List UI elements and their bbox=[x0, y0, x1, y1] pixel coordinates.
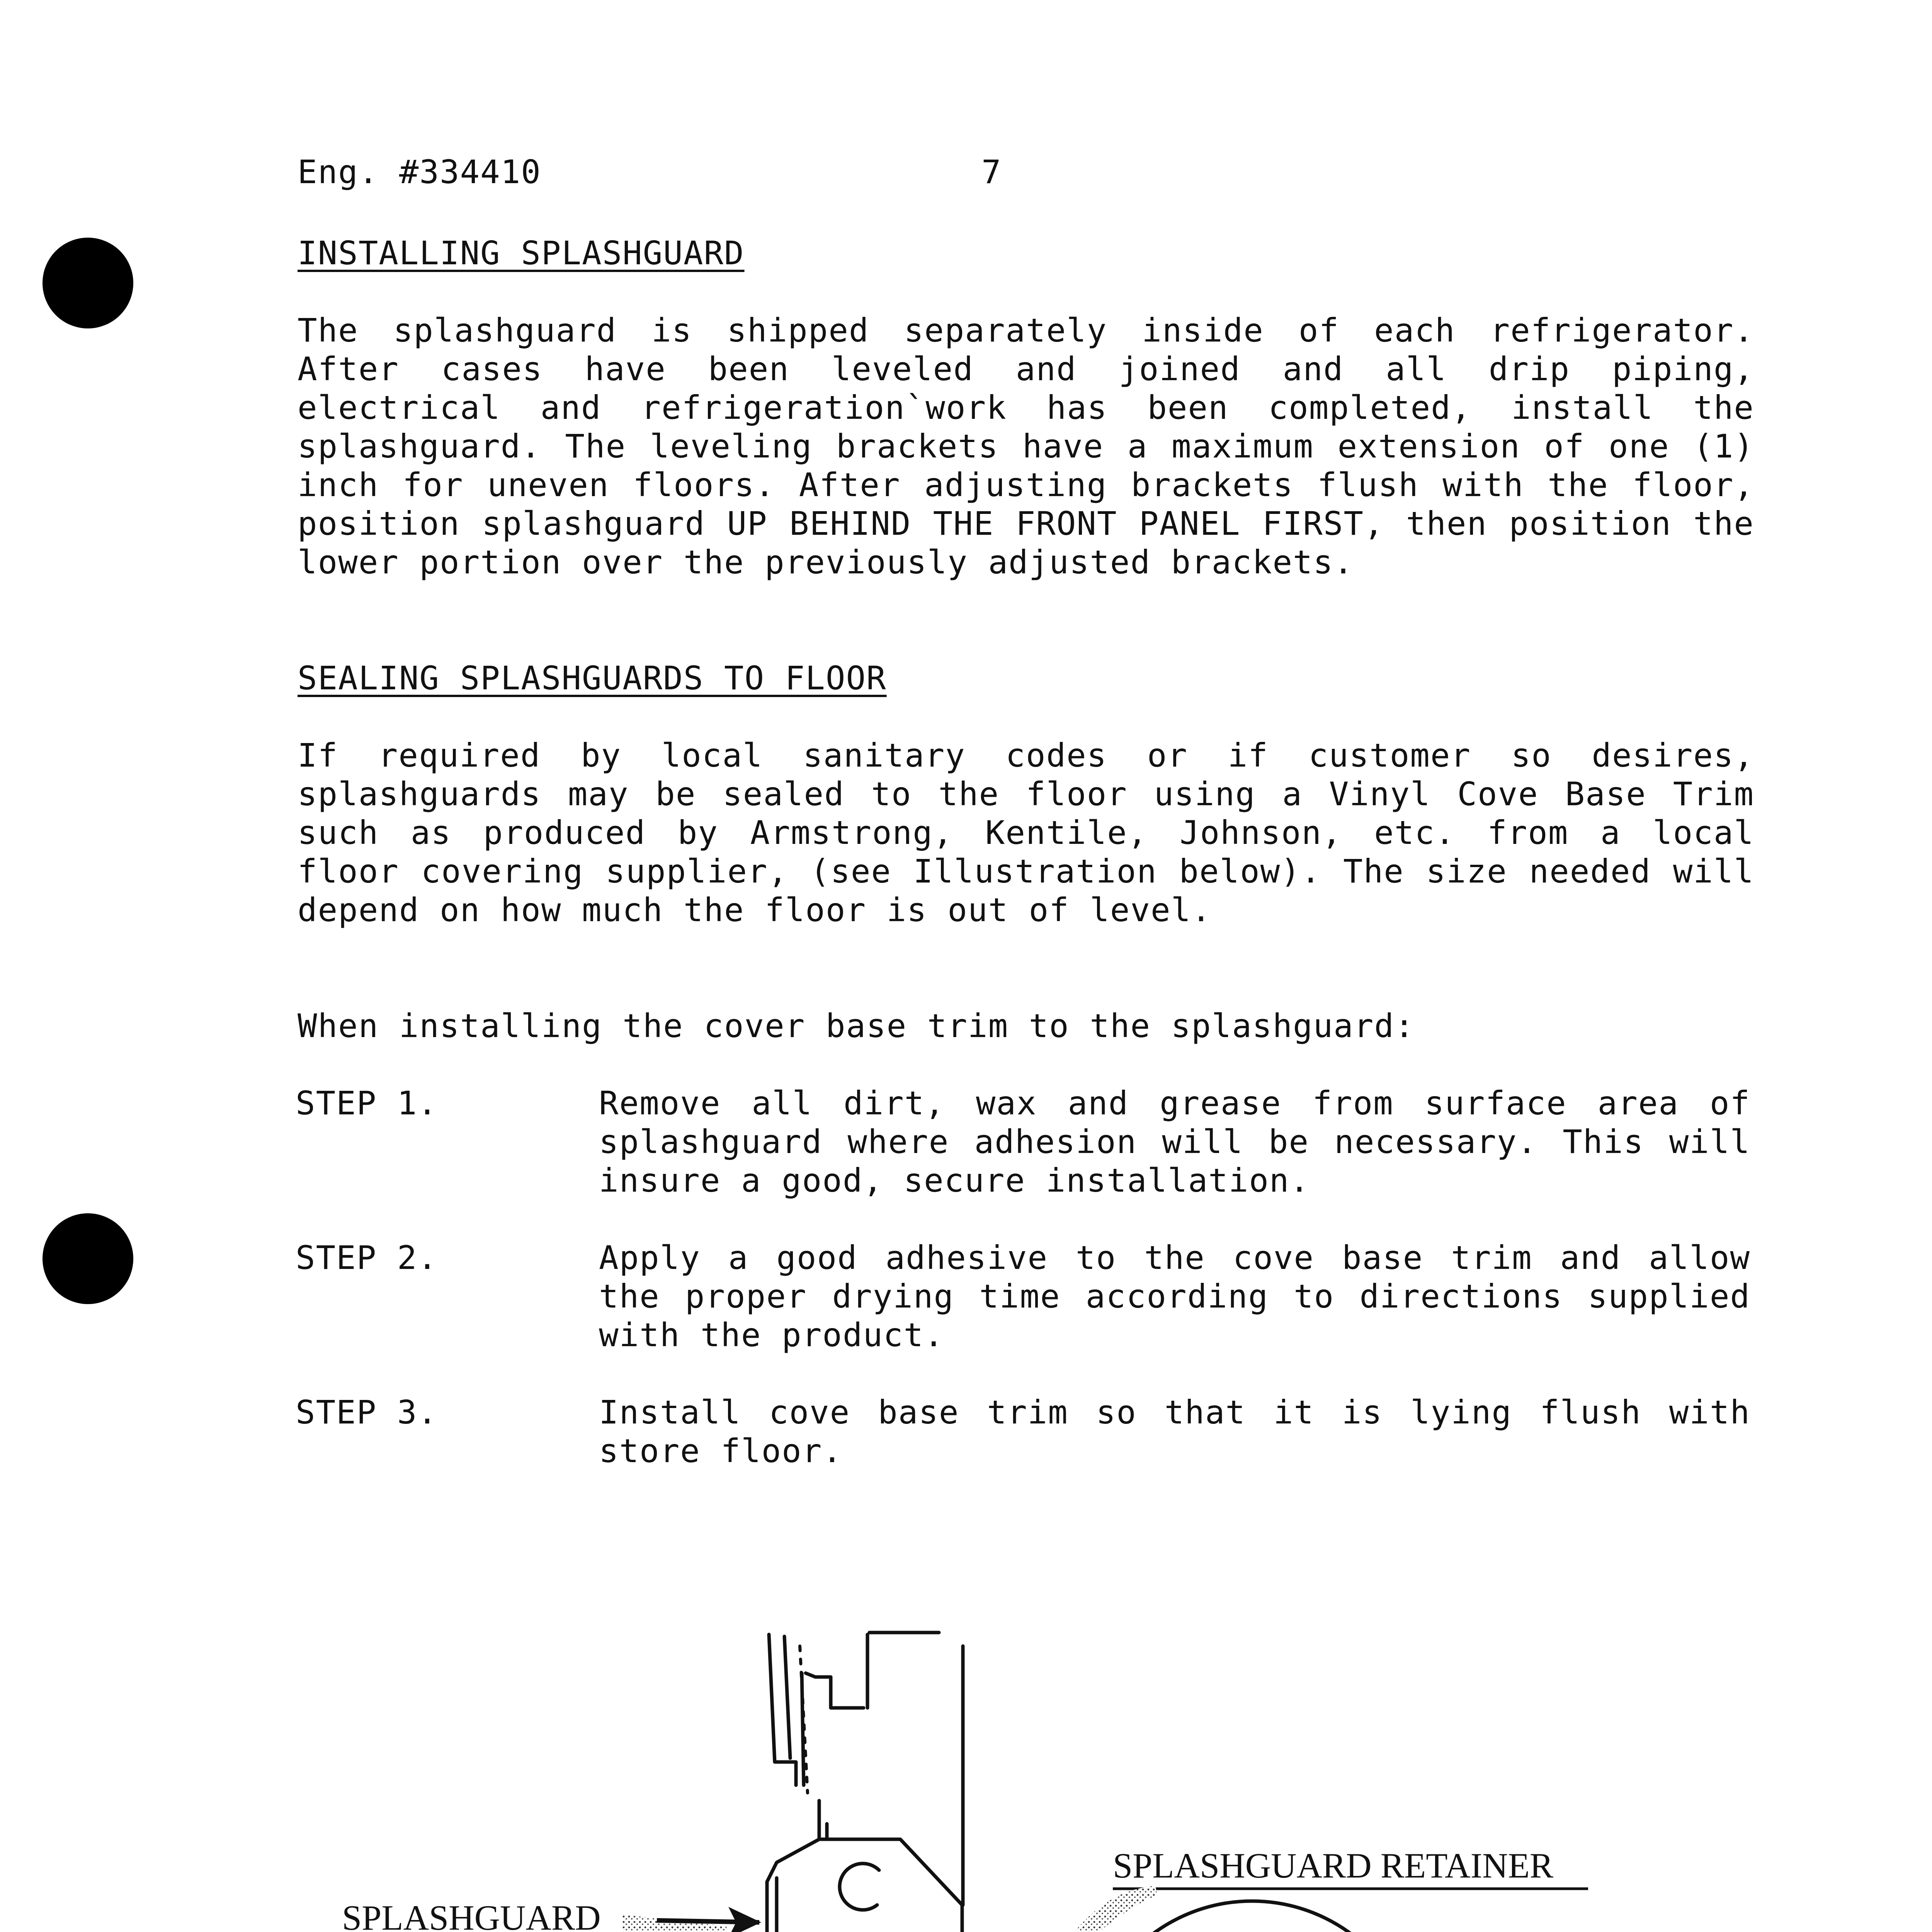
installing-paragraph: The splashguard is shipped separately inside of each refrigerator. After cases have been leveled and joined and all drip piping, electrical and refrigeration`work has been completed, install the splashguard. The leveling brackets have a maximum extension of one (1) inch for uneven floors. After adjusting brackets flush with the floor, position splashguard UP BEHIND THE FRONT PANEL FIRST, then position the lower portion over the previously adjusted brackets. bbox=[298, 311, 1754, 581]
label-splashguard-retainer: SPLASHGUARD RETAINER bbox=[1113, 1846, 1554, 1885]
step-3-label: STEP 3. bbox=[296, 1393, 438, 1431]
page-number: 7 bbox=[981, 153, 1002, 191]
section-heading-installing: INSTALLING SPLASHGUARD bbox=[298, 234, 745, 272]
steps-intro: When installing the cover base trim to the splashguard: bbox=[298, 1007, 1415, 1045]
step-1-text: Remove all dirt, wax and grease from surface area of splashguard where adhesion will be necessary. This will insure a good, secure installation. bbox=[599, 1084, 1750, 1199]
section-heading-sealing: SEALING SPLASHGUARDS TO FLOOR bbox=[298, 659, 887, 697]
arrow-retainer bbox=[960, 1886, 1157, 1932]
splashguard-box bbox=[767, 1801, 856, 1932]
sealing-paragraph: If required by local sanitary codes or if customer so desires, splashguards may be sealed to the floor using a Vinyl Cove Base Trim such as produced by Armstrong, Kentile, Johnson, etc. from a local floor covering supplier, (see Illustration below). The size needed will depend on how much the floor is out of level. bbox=[298, 736, 1754, 929]
step-1-label: STEP 1. bbox=[296, 1084, 438, 1122]
step-3-text: Install cove base trim so that it is lying flush with store floor. bbox=[599, 1393, 1750, 1470]
engineering-number: Eng. #334410 bbox=[298, 153, 541, 191]
front-panel-outline bbox=[769, 1634, 796, 1785]
arrow-splashguard bbox=[622, 1907, 761, 1932]
step-2-label: STEP 2. bbox=[296, 1239, 438, 1277]
label-splashguard: SPLASHGUARD bbox=[342, 1898, 601, 1932]
step-2-text: Apply a good adhesive to the cove base trim and allow the proper drying time according to directions supplied with the product. bbox=[599, 1239, 1750, 1354]
